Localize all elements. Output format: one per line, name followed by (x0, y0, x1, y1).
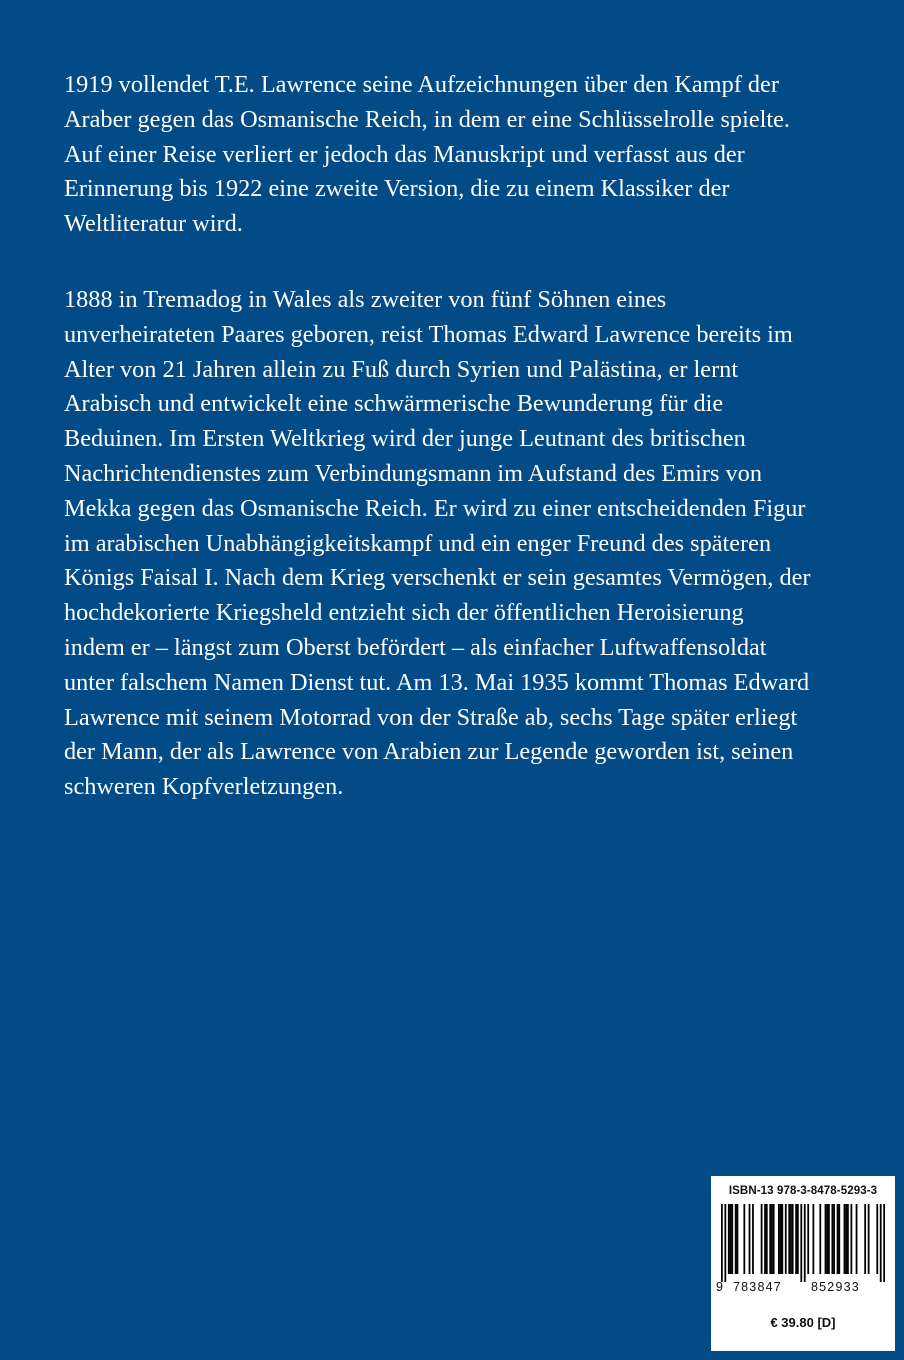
blurb-line: der Mann, der als Lawrence von Arabien zur Legende geworden ist, seinen (64, 738, 794, 766)
blurb-line: Auf einer Reise verliert er jedoch das Manuskript und verfasst aus der (64, 140, 745, 168)
barcode-bar (828, 1204, 830, 1274)
blurb-line: indem er – längst zum Oberst befördert – als einfacher Luftwaffensoldat (64, 633, 767, 661)
barcode-bar (825, 1204, 827, 1274)
blurb-line: 1919 vollendet T.E. Lawrence seine Aufzeichnungen über den Kampf der (64, 71, 779, 98)
barcode-bar (826, 1204, 828, 1274)
barcode-bar (876, 1204, 878, 1274)
blurb-line: unverheirateten Paares geboren, reist Thomas Edward Lawrence bereits im (64, 320, 793, 348)
barcode-bar (797, 1204, 799, 1274)
barcode-digits-right: 852933 (811, 1280, 860, 1294)
barcode-bar (795, 1204, 797, 1274)
barcode-bar (800, 1204, 802, 1282)
barcode-bar (812, 1204, 814, 1274)
barcode-bar (807, 1204, 809, 1274)
barcode-bar (792, 1204, 794, 1274)
barcode-bar (737, 1204, 739, 1274)
blurb-line: Erinnerung bis 1922 eine zweite Version, die zu einem Klassiker der (64, 175, 730, 203)
barcode-bar (749, 1204, 751, 1274)
blurb-line: im arabischen Unabhängigkeitskampf und ein enger Freund des späteren (64, 529, 772, 557)
barcode-bar (837, 1204, 839, 1274)
blurb-line: Königs Faisal I. Nach dem Krieg verschenkt er sein gesamtes Vermögen, der (64, 564, 811, 592)
blurb-line: Lawrence mit seinem Motorrad von der Straße ab, sechs Tage später erliegt (64, 703, 798, 731)
barcode-bar (730, 1204, 732, 1274)
barcode-bar (833, 1204, 835, 1274)
blurb-line: Mekka gegen das Osmanische Reich. Er wird zu einer entscheidenden Figur (64, 494, 806, 522)
blurb-line: Arabisch und entwickelt eine schwärmerische Bewunderung für die (64, 390, 724, 418)
barcode-bar (766, 1204, 768, 1274)
barcode-bar (778, 1204, 780, 1274)
blurb-paragraph-2 (64, 283, 854, 805)
barcode-bar (788, 1204, 790, 1274)
blurb-line: Beduinen. Im Ersten Weltkrieg wird der junge Leutnant des britischen (64, 425, 746, 453)
barcode-bar (785, 1204, 787, 1274)
barcode-bar (856, 1204, 858, 1274)
barcode-bar (769, 1204, 771, 1274)
barcode-bar (844, 1204, 846, 1274)
barcode-bar (864, 1204, 866, 1274)
barcode-bar (781, 1204, 783, 1274)
blurb-line: Nachrichtendienstes zum Verbindungsmann im Aufstand des Emirs von (64, 459, 762, 487)
barcode-bar (850, 1204, 852, 1274)
barcode-bar (773, 1204, 775, 1274)
blurb-line: 1888 in Tremadog in Wales als zweiter von fünf Söhnen eines (64, 286, 667, 313)
barcode-bar (735, 1204, 737, 1274)
barcode-digits-left: 783847 (733, 1280, 782, 1294)
barcode-bar (780, 1204, 782, 1274)
blurb-line: hochdekorierte Kriegsheld entzieht sich der öffentlichen Heroisierung (64, 599, 744, 627)
barcode-bar (847, 1204, 849, 1274)
blurb-line: unter falschem Namen Dienst tut. Am 13. Mai 1935 kommt Thomas Edward (64, 668, 810, 696)
blurb-line: Araber gegen das Osmanische Reich, in dem er eine Schlüsselrolle spielte. (64, 105, 790, 133)
barcode-bar (819, 1204, 821, 1274)
barcode-bar (804, 1204, 806, 1282)
isbn-label: ISBN-13 978-3-8478-5293-3 (728, 1185, 878, 1197)
barcode-bar (831, 1204, 833, 1274)
barcode-bar (883, 1204, 885, 1282)
blurb-line: Weltliteratur wird. (64, 210, 243, 238)
barcode-digit-first: 9 (716, 1280, 723, 1294)
barcode-bar (764, 1204, 766, 1274)
barcode-bar (771, 1204, 773, 1274)
blurb-line: schweren Kopfverletzungen. (64, 773, 344, 801)
barcode-bar (880, 1204, 882, 1282)
barcode-bar (845, 1204, 847, 1274)
barcode-bar (790, 1204, 792, 1274)
barcode-bar (728, 1204, 730, 1274)
barcode-bar (838, 1204, 840, 1274)
barcode-bar (731, 1204, 733, 1274)
barcode-bar (868, 1204, 870, 1274)
barcode-bar (724, 1204, 726, 1282)
barcode-bar (761, 1204, 763, 1274)
blurb-paragraph-1 (64, 68, 854, 242)
price-label: € 39.80 [D] (770, 1315, 836, 1330)
barcode-bar (743, 1204, 745, 1274)
barcode-bar (752, 1204, 754, 1274)
isbn-barcode-box (711, 1176, 895, 1351)
barcode-bars (721, 1204, 885, 1282)
blurb-line: Alter von 21 Jahren allein zu Fuß durch Syrien und Palästina, er lernt (64, 355, 739, 383)
barcode-bar (721, 1204, 723, 1282)
